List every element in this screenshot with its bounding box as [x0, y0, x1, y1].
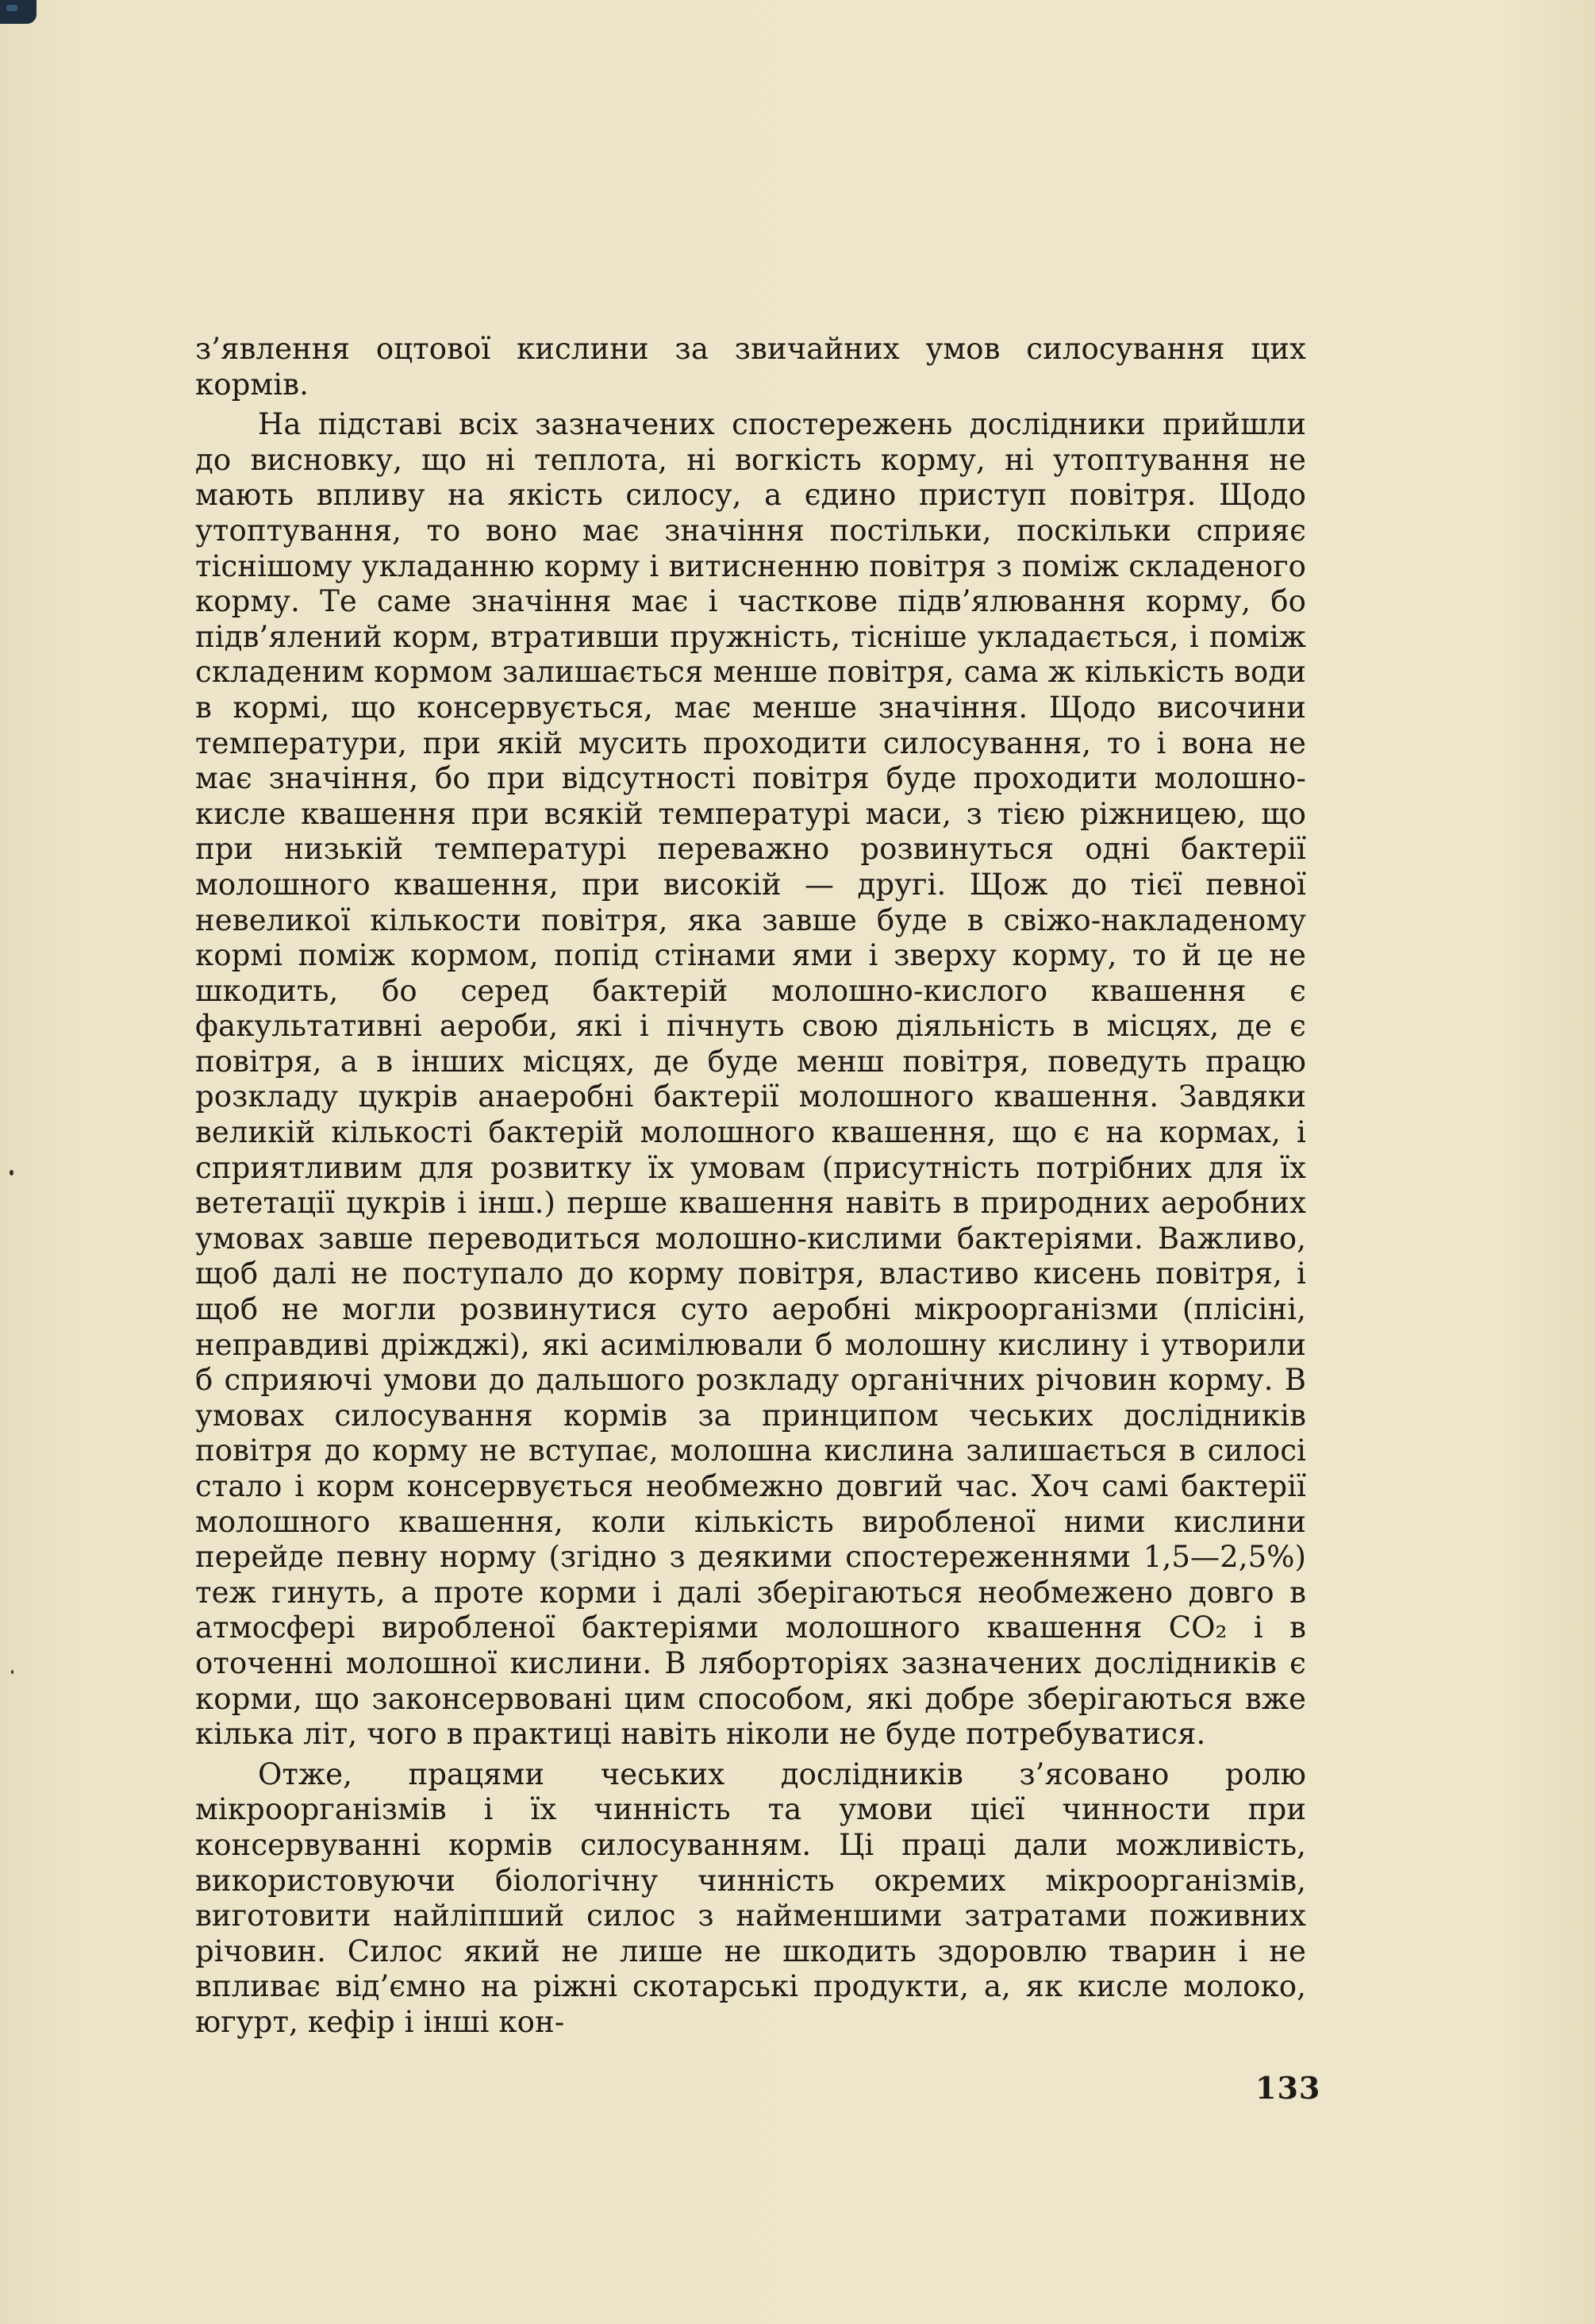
- margin-speck: [10, 1170, 13, 1175]
- body-text: [195, 332, 1306, 2041]
- paragraph-continuation: з’явлення оцтової кислини за звичайних умов силосування цих кормів.: [195, 332, 1306, 402]
- margin-speck: [11, 1670, 13, 1674]
- paragraph-conclusions: На підставі всіх зазначених спостережень дослідники прийшли до висновку, що ні теплота, ні вогкість корму, ні утоптування не мають впливу на якість силосу, а єдино приступ повітря. Щодо утоптування, то воно має значіння постільки, поскільки сприяє тіснішому укладанню корму і витисненню повітря з поміж складеного корму. Те саме значіння має і часткове підв’ялювання корму, бо підв’ялений корм, втративши пружність, тісніше укладається, і поміж складеним кормом залишається менше повітря, сама ж кількість води в кормі, що консервується, має менше значіння. Щодо височини температури, при якій мусить проходити силосування, то і вона не має значіння, бо при відсутності повітря буде проходити молошно-кисле квашення при всякій температурі маси, з тією ріжницею, що при низькій температурі переважно розвинуться одні бактерії молошного квашення, при високій — другі. Щож до тієї певної невеликої кількости повітря, яка завше буде в свіжо-накладеному кормі поміж кормом, попід стінами ями і зверху корму, то й це не шкодить, бо серед бактерій молошно-кислого квашення є факультативні аероби, які і пічнуть свою діяльність в місцях, де є повітря, а в інших місцях, де буде менш повітря, поведуть працю розкладу цукрів анаеробні бактерії молошного квашення. Завдяки великій кількості бактерій молошного квашення, що є на кормах, і сприятливим для розвитку їх умовам (присутність потрібних для їх вететації цукрів і інш.) перше квашення навіть в природних аеробних умовах завше переводиться молошно-кислими бактеріями. Важливо, щоб далі не поступало до корму повітря, властиво кисень повітря, і щоб не могли розвинутися суто аеробні мікроорганізми (плісіні, неправдиві дріжджі), які асимілювали б молошну кислину і утворили б сприяючі умови до дальшого розкладу органічних річовин корму. В умовах силосування кормів за принципом чеських дослідників повітря до корму не вступає, молошна кислина залишається в силосі стало і корм консервується необмежно довгий час. Хоч самі бактерії молошного квашення, коли кількість виробленої ними кислини перейде певну норму (згідно з деякими спостереженнями 1,5—2,5%) теж гинуть, а проте корми і далі зберігаються необмежено довго в атмосфері виробленої бактеріями молошного квашення CO₂ і в оточенні молошної кислини. В ляборторіях зазначених дослідників є корми, що законсервовані цим способом, які добре зберігаються вже кілька літ, чого в практиці навіть ніколи не буде потребуватися.: [195, 407, 1306, 1752]
- paragraph-summary: Отже, працями чеських дослідників з’ясовано ролю мікроорганізмів і їх чинність та умови цієї чинности при консервуванні кормів силосуванням. Ці праці дали можливість, використовуючи біологічну чинність окремих мікроорганізмів, виготовити найліпший силос з найменшими затратами поживних річовин. Силос який не лише не шкодить здоровлю тварин і не впливає від’ємно на ріжні скотарські продукти, а, як кисле молоко, югурт, кефір і інші кон-: [195, 1756, 1306, 2039]
- scan-corner-mark: [0, 0, 37, 24]
- page-number: 133: [1255, 2070, 1321, 2106]
